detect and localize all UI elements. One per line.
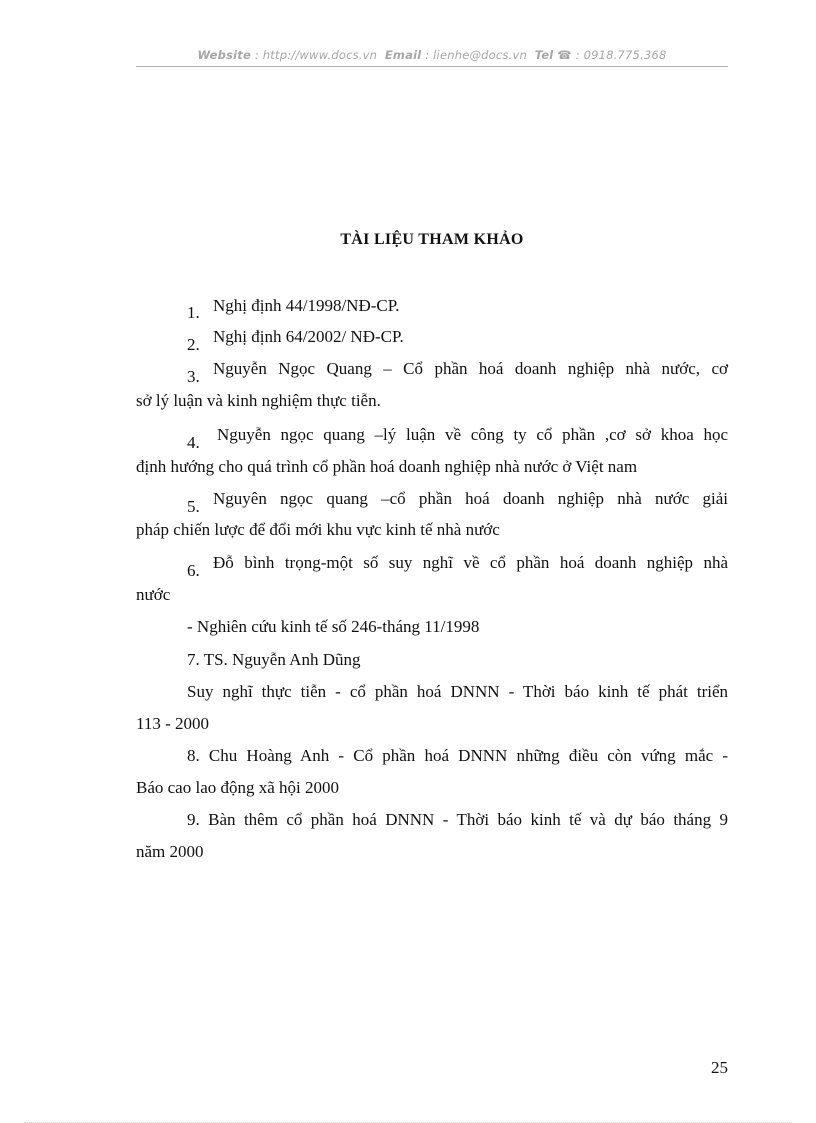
ref-3-number: 3.: [187, 367, 200, 386]
tel-label: Tel: [534, 48, 554, 62]
ref-8-text-line1: 8. Chu Hoàng Anh - Cổ phần hoá DNNN những điều còn vứng mắc -: [187, 746, 728, 765]
page-title: TÀI LIỆU THAM KHẢO: [340, 231, 524, 248]
ref-4-number: 4.: [187, 433, 200, 452]
website-label: Website: [197, 48, 251, 62]
ref-6-text-line2: nước: [136, 585, 171, 604]
ref-6-text-line3: - Nghiên cứu kinh tế số 246-tháng 11/1998: [187, 617, 480, 636]
ref-7-text-line2: Suy nghĩ thực tiễn - cổ phần hoá DNNN - Thời báo kinh tế phát triển: [187, 682, 728, 701]
email-value: : lienhe@docs.vn: [425, 48, 527, 62]
website-value: : http://www.docs.vn: [254, 48, 378, 62]
ref-2-number: 2.: [187, 335, 200, 354]
ref-4-text-line1: Nguyễn ngọc quang –lý luận về công ty cổ phần ,cơ sở khoa học: [217, 425, 728, 444]
page-number: 25: [711, 1058, 728, 1077]
header-divider: [136, 66, 728, 67]
ref-6-text-line1: Đỗ bình trọng-một số suy nghĩ về cổ phần hoá doanh nghiệp nhà: [213, 553, 728, 572]
ref-6-number: 6.: [187, 561, 200, 580]
ref-2-text: Nghị định 64/2002/ NĐ-CP.: [213, 327, 404, 346]
ref-4-text-line2: định hướng cho quá trình cổ phần hoá doanh nghiệp nhà nước ở Việt nam: [136, 457, 638, 476]
ref-7-text-line1: 7. TS. Nguyễn Anh Dũng: [187, 650, 361, 669]
ref-5-number: 5.: [187, 497, 200, 516]
ref-3-text-line2: sở lý luận và kinh nghiệm thực tiễn.: [136, 391, 381, 410]
ref-9-text-line1: 9. Bàn thêm cổ phần hoá DNNN - Thời báo kinh tế và dự báo tháng 9: [187, 810, 728, 829]
email-label: Email: [384, 48, 422, 62]
ref-1-text: Nghị định 44/1998/NĐ-CP.: [213, 296, 400, 315]
ref-9-text-line2: năm 2000: [136, 842, 204, 861]
tel-value: : 0918.775.368: [575, 48, 667, 62]
ref-5-text-line2: pháp chiến lược để đổi mới khu vực kinh tế nhà nước: [136, 520, 500, 539]
ref-8-text-line2: Báo cao lao động xã hội 2000: [136, 778, 340, 797]
phone-icon: ☎: [557, 48, 572, 62]
ref-5-text-line1: Nguyên ngọc quang –cổ phần hoá doanh nghiệp nhà nước giải: [213, 489, 728, 508]
ref-7-text-line3: 113 - 2000: [136, 714, 210, 733]
ref-1-number: 1.: [187, 303, 200, 322]
page-header: [136, 48, 728, 62]
ref-3-text-line1: Nguyễn Ngọc Quang – Cổ phần hoá doanh nghiệp nhà nước, cơ: [213, 359, 728, 378]
